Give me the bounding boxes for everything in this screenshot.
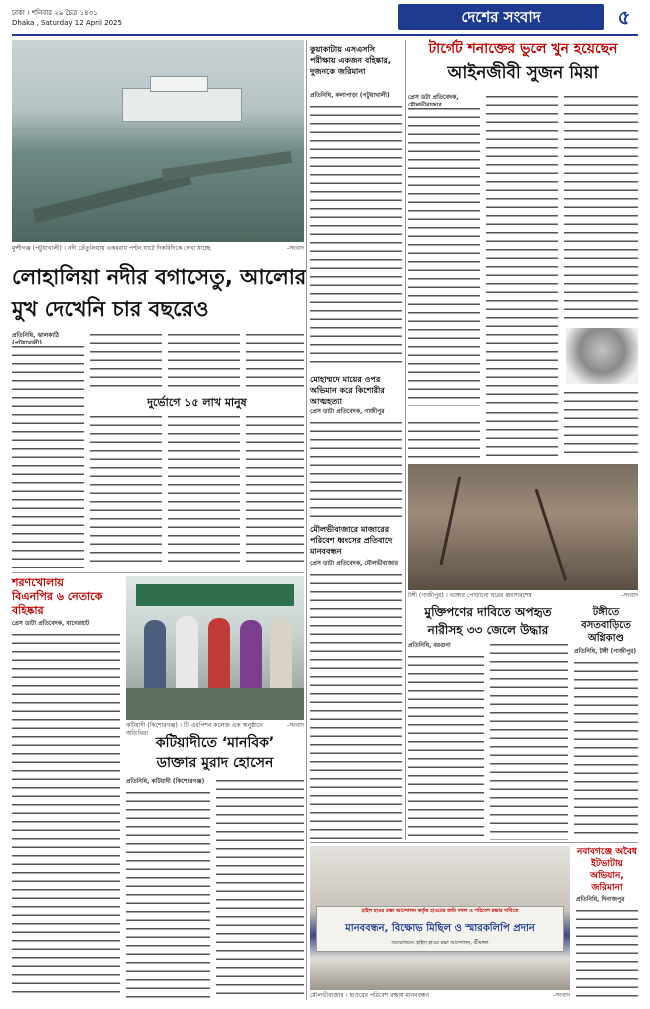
date-line — [12, 8, 122, 28]
burnt-house-credit: -সংবাদ — [621, 592, 638, 599]
mohanganj-body-col4 — [564, 390, 638, 460]
rescue-body-col1 — [408, 654, 484, 840]
doctor-headline-line1: কটিয়াদীতে ‘মানবিক’ — [155, 735, 275, 751]
lawyer-body-col3 — [564, 94, 638, 324]
bridge-body-col6 — [168, 414, 240, 568]
doctor-body-col2 — [216, 778, 304, 998]
river-boats-photo — [12, 40, 304, 242]
rescue-body-col2 — [490, 642, 568, 840]
event-photo-credit: -সংবাদ — [287, 722, 304, 729]
bnp-headline-line3: বহিষ্কার — [12, 604, 44, 617]
nawabganj-dateline: প্রতিনিধি, দিনাজপুর — [576, 896, 625, 903]
mohanganj-body-col3 — [486, 410, 558, 460]
bridge-body-col5 — [90, 414, 162, 568]
masthead-divider — [12, 34, 638, 36]
doctor-body-col1 — [126, 790, 210, 998]
moulvibazar-dateline: প্রেস ডাটা প্রতিবেদক, মৌলভীবাজার — [310, 560, 399, 567]
bnp-dateline: প্রেস ডাটা প্রতিবেদক, বাগেরহাট — [12, 620, 90, 627]
tongi-dateline: প্রতিনিধি, টঙ্গী (গাজীপুর) — [574, 648, 637, 655]
tongi-headline-line1: টঙ্গীতে — [592, 607, 620, 618]
section-divider — [310, 842, 638, 843]
date-english: Dhaka , Saturday 12 April 2025 — [12, 19, 122, 27]
event-photo-caption: কটিয়াদী (কিশোরগঞ্জ) । টি এরপিশন কলেজ এক অনুষ্ঠানে অতিথিরা — [126, 722, 263, 737]
lawyer-headline-line1: টার্গেট শনাক্তের ভুলে খুন হয়েছেন — [428, 41, 618, 57]
nawabganj-headline: নবাবগঞ্জে অবৈধ ইটভাটায় অভিযান, জরিমানা — [577, 847, 637, 893]
lawyer-body-col1 — [408, 106, 480, 406]
kuakata-headline: কুয়াকাটায় এসএসসি পরীক্ষায় একজন বহিষ্কার, দুজনকে জরিমানা — [310, 45, 391, 76]
bnp-headline-line1: শরণখোলায় — [12, 576, 64, 589]
event-photo — [126, 576, 304, 720]
mohanganj-dateline: প্রেস ডাটা প্রতিবেদক, গাজীপুর — [310, 408, 385, 415]
bnp-body — [12, 632, 120, 998]
lawyer-body-col2 — [486, 94, 558, 406]
date-bengali: ঢাকা । শনিবার ২৯ চৈত্র ১৪৩১ — [12, 9, 98, 17]
human-chain-caption: মৌলভীবাজার । হাওরের পরিবেশ রক্ষায় মানববন্ধন — [310, 992, 430, 999]
bridge-body-col2 — [90, 332, 162, 392]
banner-main-text: মানববন্ধন, বিক্ষোভ মিছিল ও স্মারকলিপি প্রদান — [345, 923, 535, 934]
lawyer-dateline: প্রেস ডটা প্রতিবেদক, — [408, 94, 459, 101]
tongi-body — [574, 660, 638, 840]
mohanganj-headline: মোহাম্মদে মায়ের ওপর অভিমান করে কিশোরীর আত্মহত্যা — [310, 375, 385, 406]
banner-top-text: হাইল হাওর রক্ষা আন্দোলন কর্তৃক হাওরের জমি দখল ও পরিবেশ রক্ষার দাবিতে — [361, 908, 519, 914]
section-divider — [12, 572, 304, 573]
rescue-headline-line1: মুক্তিপণের দাবিতে অপহৃত — [424, 605, 552, 619]
bridge-headline-line1: লোহালিয়া নদীর বগাসেতু, আলোর — [12, 265, 307, 289]
burnt-house-caption: টঙ্গী (গাজীপুর) । ভাঙ্গার পোড়ানো ঘরের ধ্বংসাবশেষ — [408, 592, 532, 599]
bridge-body-col7 — [246, 414, 304, 568]
bridge-body-col4 — [246, 332, 304, 392]
bridge-headline-line2: মুখ দেখেনি চার বছরেও — [12, 297, 209, 321]
river-photo-credit: -সংবাদ — [287, 245, 304, 252]
bridge-body-col1 — [12, 344, 84, 568]
kuakata-dateline: প্রতিনিধি, কলাপাড়া (পটুয়াখালী) — [310, 92, 390, 99]
burnt-house-photo — [408, 464, 638, 590]
moulvibazar-headline: মৌলভীবাজারে মাজারের পরিবেশ ধ্বংসের প্রতিবাদে মানববন্ধন — [310, 525, 393, 556]
river-photo-caption: মুন্সীগঞ্জ (পটুয়াখালী) । নদী তেঁতুলিয়ায় একবরাধ পণ্টন ঘাটে দিকবিদিকে দেখা যাচ্ছে — [12, 245, 211, 252]
human-chain-photo — [310, 846, 570, 990]
bridge-body-col3 — [168, 332, 240, 392]
tongi-headline-line3: অগ্নিকাণ্ড — [588, 633, 624, 644]
rescue-dateline: প্রতিনিধি, বরগুনা — [408, 642, 451, 649]
page-number: ৫ — [617, 5, 631, 29]
mohanganj-body-col1 — [310, 420, 402, 518]
tongi-headline-line2: বসতবাড়িতে — [581, 620, 631, 631]
doctor-dateline: প্রতিনিধি, কটিয়াদী (কিশোরগঞ্জ) — [126, 778, 205, 785]
moulvibazar-body — [310, 572, 402, 840]
nawabganj-body — [576, 908, 638, 998]
lawyer-headline-line2: আইনজীবী সুজন মিয়া — [447, 63, 599, 83]
column-divider — [306, 40, 307, 1000]
kuakata-body — [310, 104, 402, 368]
banner-organizer-text: আয়োজনে: হাইল হাওর রক্ষা আন্দোলন, শ্রীমঙ্গল — [391, 940, 489, 946]
rescue-headline-line2: নারীসহ ৩৩ জেলে উদ্ধার — [427, 623, 549, 637]
doctor-headline-line2: ডাক্তার মুরাদ হোসেন — [156, 755, 274, 771]
mohanganj-body-col2 — [408, 420, 480, 460]
column-divider — [405, 40, 406, 840]
human-chain-credit: -সংবাদ — [553, 992, 570, 999]
tree-photo — [566, 328, 638, 384]
bridge-subhead: দুর্ভোগে ১৫ লাখ মানুষ — [147, 396, 247, 409]
masthead — [12, 4, 638, 38]
section-title: দেশের সংবাদ — [398, 4, 604, 30]
bridge-dateline: প্রতিনিধি, ঝালকাঠি — [12, 332, 60, 339]
bnp-headline-line2: বিএনপির ৬ নেতাকে — [12, 590, 103, 603]
